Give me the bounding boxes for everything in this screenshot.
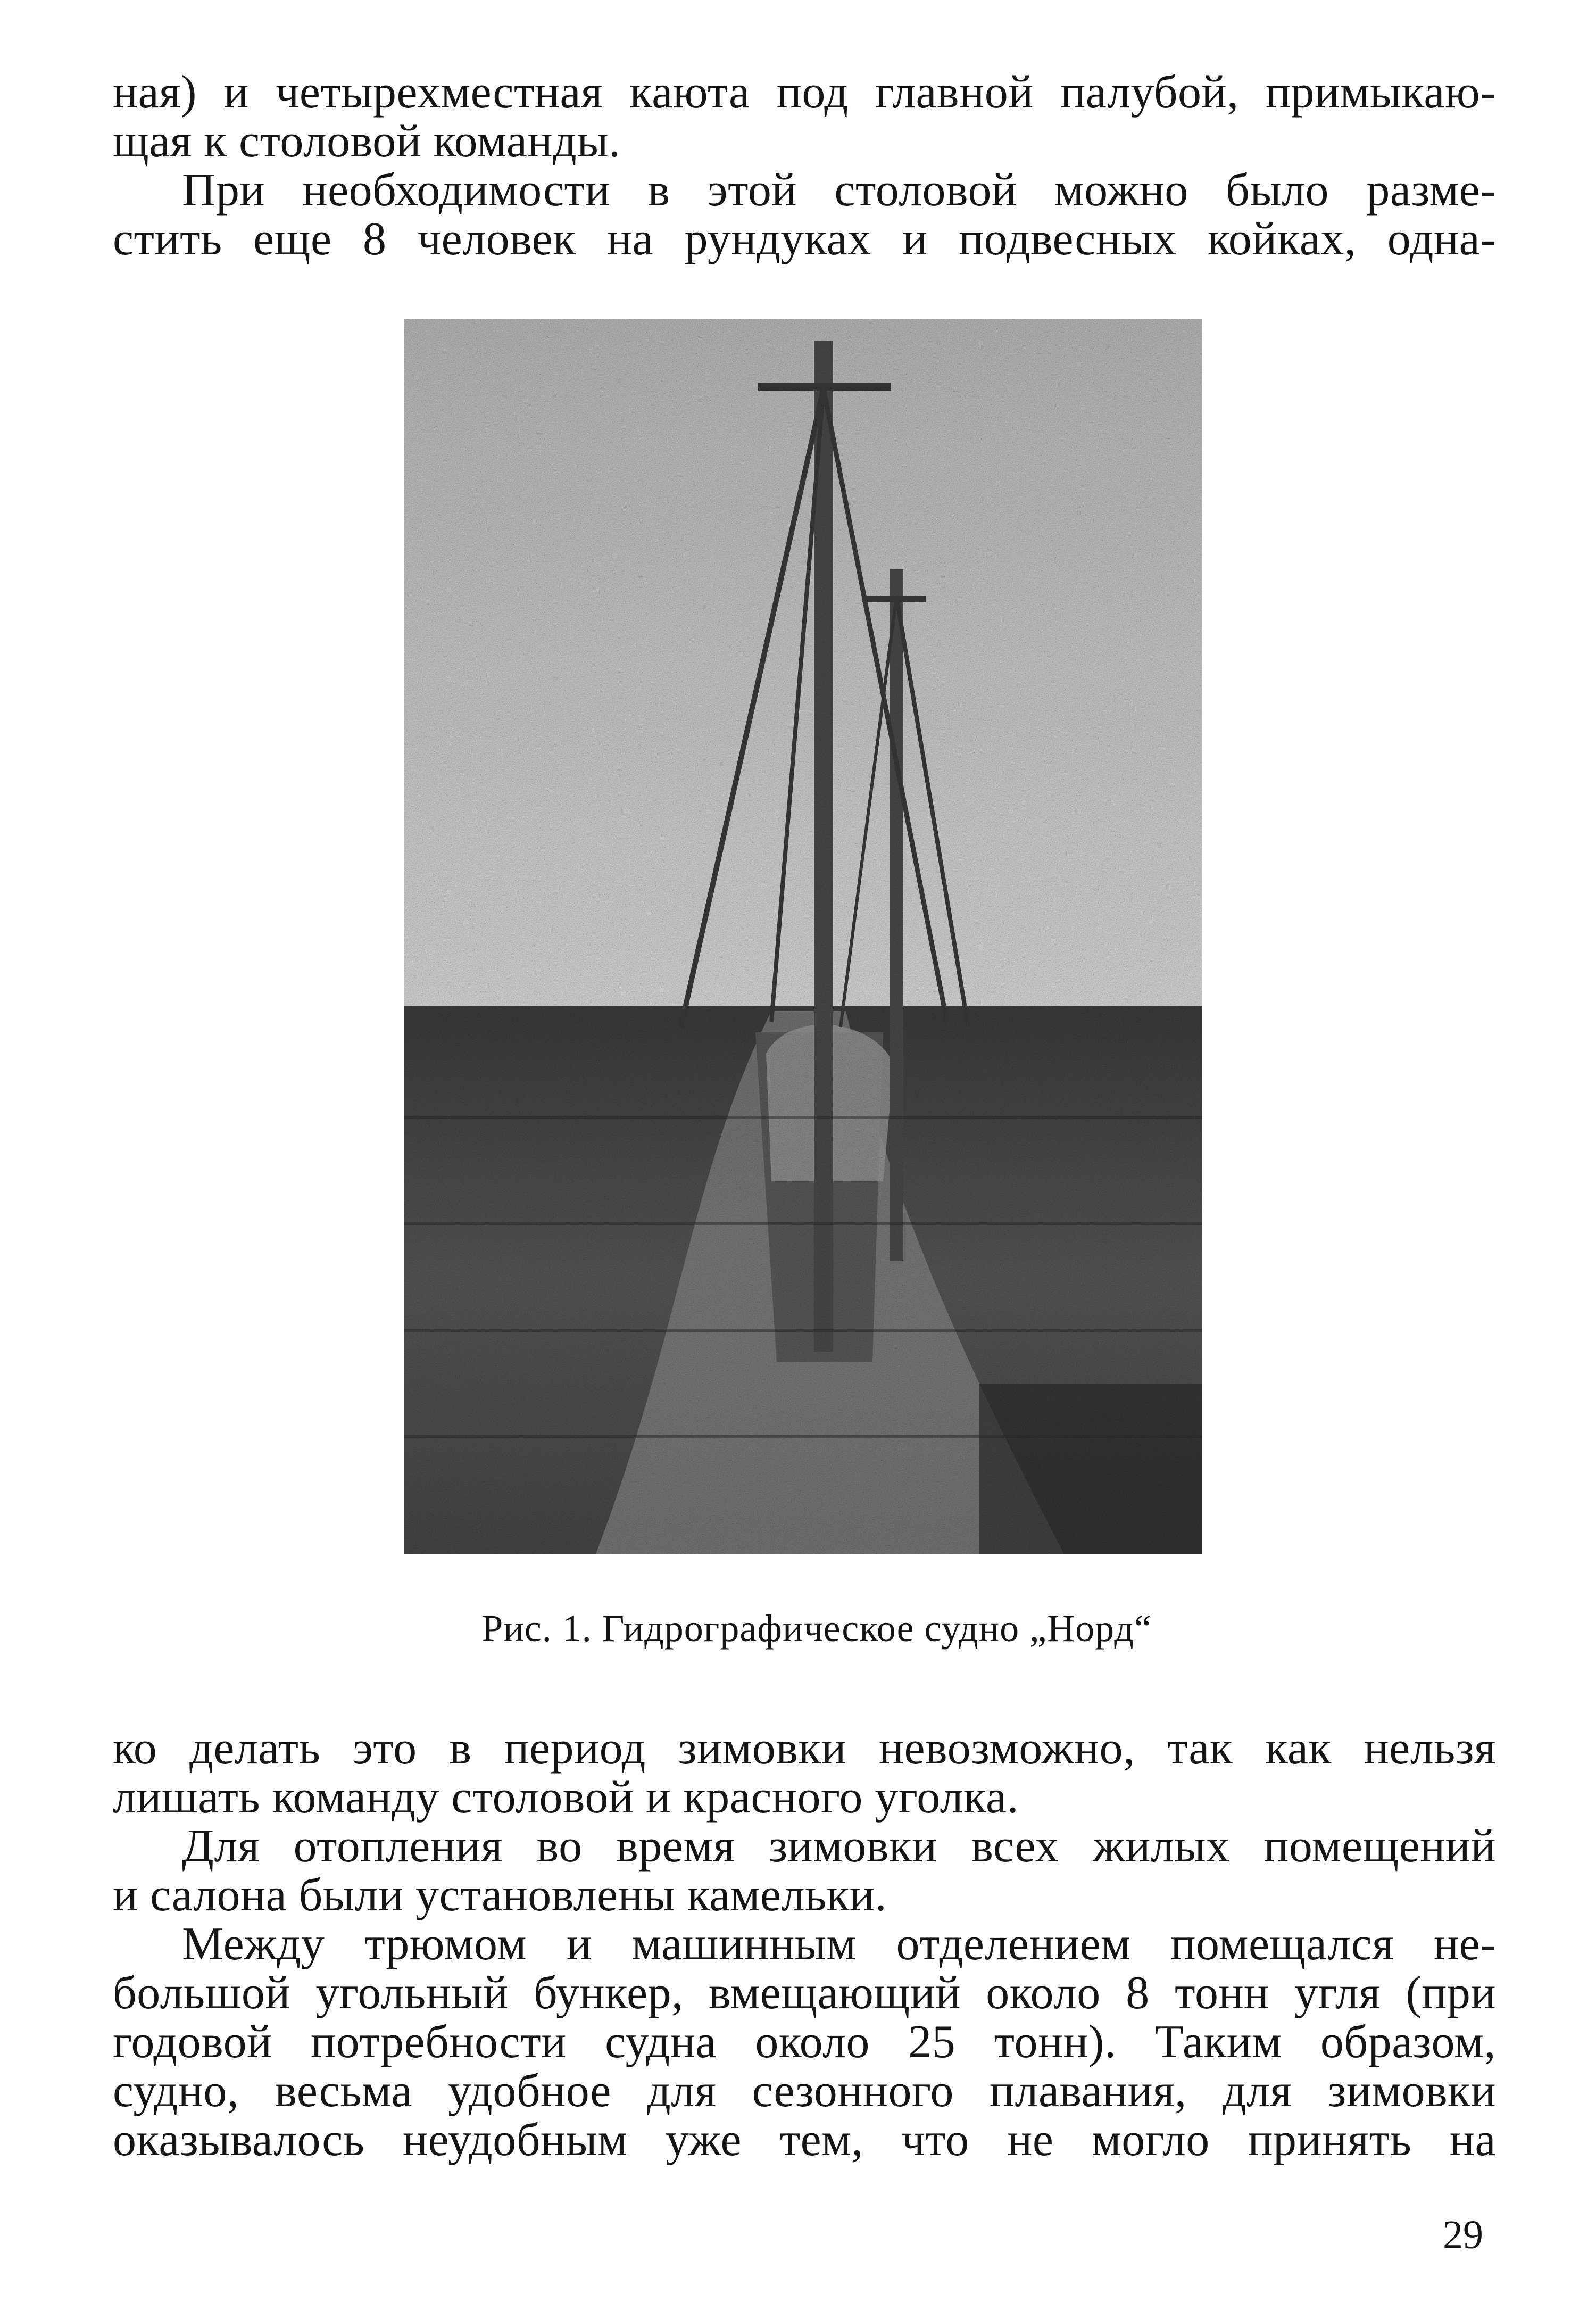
bottom-text-block bbox=[113, 1724, 1496, 2165]
page-number: 29 bbox=[1443, 2213, 1483, 2257]
text-line: годовой потребности судна около 25 тонн). Таким образом, bbox=[113, 2016, 1496, 2068]
text-line: судно, весьма удобное для сезонного плавания, для зимовки bbox=[113, 2065, 1496, 2117]
figure-caption: Рис. 1. Гидрографическое судно „Норд“ bbox=[481, 1607, 1152, 1650]
text-line: Для отопления во время зимовки всех жилых помещений bbox=[182, 1820, 1496, 1872]
text-line: щая к столовой команды. bbox=[113, 115, 621, 167]
text-line: большой угольный бункер, вмещающий около 8 тонн угля (при bbox=[113, 1967, 1496, 2019]
text-line: лишать команду столовой и красного уголка. bbox=[113, 1771, 1019, 1823]
text-line: ная) и четырехместная каюта под главной палубой, примыкаю- bbox=[113, 67, 1496, 118]
ship-photo bbox=[404, 319, 1202, 1554]
text-line: оказывалось неудобным уже тем, что не могло принять на bbox=[113, 2114, 1496, 2166]
text-line: стить еще 8 человек на рундуках и подвесных койках, одна- bbox=[113, 213, 1496, 265]
top-text-block bbox=[113, 68, 1496, 264]
photo-ship-icon bbox=[404, 319, 1202, 1554]
text-line: ко делать это в период зимовки невозможно, так как нельзя bbox=[113, 1723, 1496, 1774]
text-line: При необходимости в этой столовой можно было разме- bbox=[182, 164, 1496, 216]
text-line: Между трюмом и машинным отделением помещался не- bbox=[182, 1918, 1496, 1970]
text-line: и салона были установлены камельки. bbox=[113, 1869, 887, 1921]
